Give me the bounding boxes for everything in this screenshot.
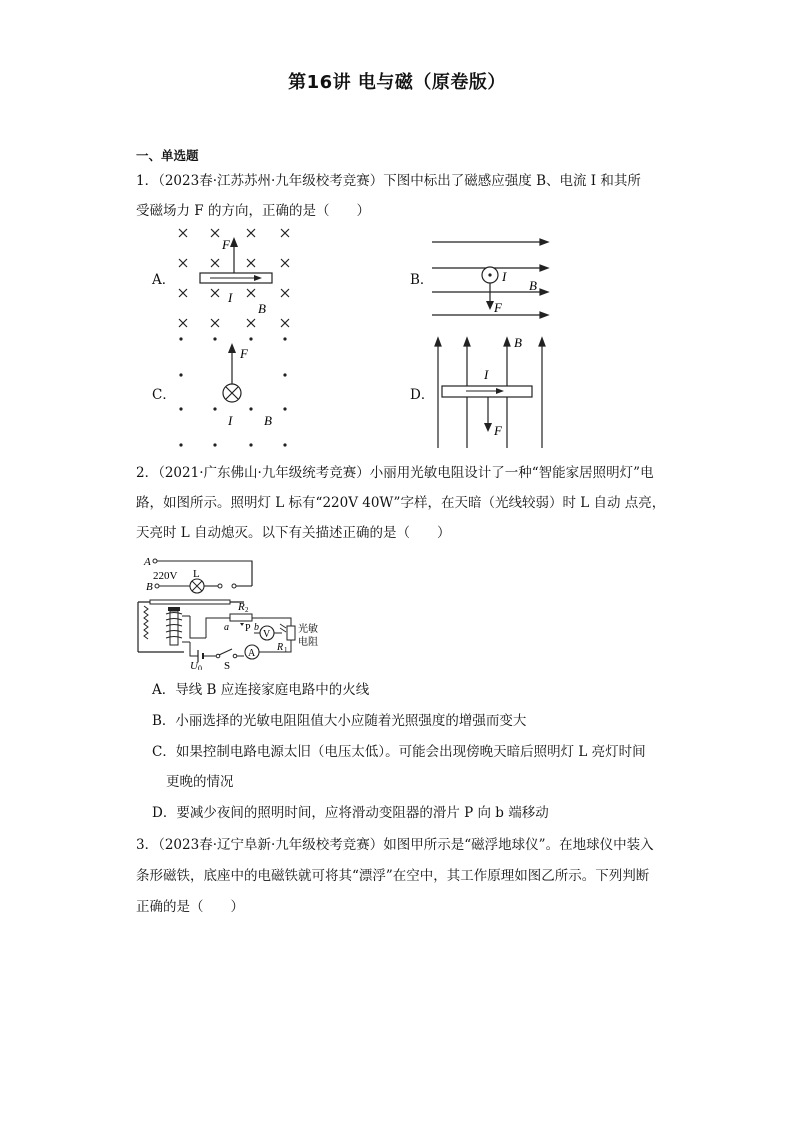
field-label: B (529, 278, 537, 293)
section-heading: 一、单选题 (136, 148, 199, 163)
q1-option-d-label: D． (410, 387, 435, 403)
q1-option-a-label: A． (152, 272, 176, 288)
q2-stem-line3: 天亮时 L 自动熄灭。以下有关描述正确的是（ ） (136, 525, 451, 541)
rheostat-end-b: b (254, 622, 259, 633)
rheostat-subscript: 2 (245, 606, 249, 614)
field-label: B (258, 301, 266, 316)
photoresistor-text-1: 光敏 (298, 624, 318, 635)
force-label: F (222, 237, 230, 252)
rheostat-r2 (230, 614, 252, 621)
q2-option-a: A．导线 B 应连接家庭电路中的火线 (152, 682, 370, 698)
photoresistor-r1 (287, 626, 295, 640)
q2-option-b: B．小丽选择的光敏电阻阻值大小应随着光照强度的增强而变大 (152, 713, 527, 729)
terminal-a-label: A (144, 556, 151, 568)
photoresistor-subscript: 1 (284, 646, 288, 654)
q1-diagram-a (170, 225, 300, 335)
q2-stem-line1: 2．（2021·广东佛山·九年级统考竞赛）小丽用光敏电阻设计了一种“智能家居照明灯”电 (136, 465, 654, 481)
q1-option-c-label: C． (152, 387, 176, 403)
lamp-label: L (193, 568, 200, 580)
switch-label: S (224, 660, 231, 670)
q1-diagram-c (170, 335, 300, 453)
q1-stem-line2: 受磁场力 F 的方向，正确的是（ ） (136, 203, 370, 219)
q1-diagram-d (430, 334, 555, 450)
force-arrow (484, 423, 492, 432)
current-label: I (228, 290, 233, 305)
force-arrow (486, 301, 494, 310)
slider-arrow (240, 623, 244, 626)
q3-stem-line2: 条形磁铁，底座中的电磁铁就可将其“漂浮”在空中，其工作原理如图乙所示。下列判断 (136, 868, 650, 884)
current-label: I (502, 269, 507, 284)
q2-option-c: C．如果控制电路电源太旧（电压太低）。可能会出现傍晚天暗后照明灯 L 亮灯时间 (152, 744, 646, 760)
q2-stem-line2: 路，如图所示。照明灯 L 标有“220V 40W”字样，在天暗（光线较弱）时 L 自动 点亮， (136, 495, 666, 511)
q1-stem-line1: 1．（2023春·江苏苏州·九年级校考竞赛）下图中标出了磁感应强度 B、电流 I 和其所 (136, 173, 641, 189)
q1-option-b-label: B． (410, 272, 434, 288)
q1-diagram-b (430, 232, 555, 324)
force-label: F (494, 423, 502, 438)
voltage-label: 220V (153, 570, 178, 582)
force-arrow (230, 237, 238, 247)
q2-option-c-continued: 更晚的情况 (166, 774, 234, 790)
q2-circuit-diagram (134, 552, 334, 670)
battery-subscript: 0 (198, 664, 202, 670)
rheostat-label: R (238, 601, 245, 613)
force-arrow (228, 343, 236, 353)
spring (144, 606, 148, 639)
page-title: 第16讲 电与磁（原卷版） (288, 72, 506, 93)
field-label: B (264, 413, 272, 428)
terminal-b-label: B (146, 581, 153, 593)
iron-core (170, 611, 178, 645)
field-label: B (514, 335, 522, 350)
current-label: I (484, 367, 489, 382)
voltmeter-label: V (263, 629, 271, 640)
q2-option-d: D．要减少夜间的照明时间，应将滑动变阻器的滑片 P 向 b 端移动 (152, 805, 549, 821)
photoresistor-label: R (277, 642, 284, 653)
iron-core-top (168, 607, 180, 611)
q3-stem-line3: 正确的是（ ） (136, 899, 244, 915)
armature-bar (150, 600, 230, 604)
ammeter-label: A (248, 648, 256, 659)
battery-label: U (190, 660, 198, 670)
slider-label: P (245, 623, 251, 634)
rheostat-end-a: a (224, 622, 229, 633)
current-label: I (228, 413, 233, 428)
q3-stem-line1: 3．（2023春·辽宁阜新·九年级校考竞赛）如图甲所示是“磁浮地球仪”。在地球仪中装入 (136, 837, 654, 853)
force-label: F (240, 346, 248, 361)
current-out-dot (488, 273, 491, 276)
force-label: F (494, 300, 502, 315)
photoresistor-text-2: 电阻 (298, 637, 318, 648)
